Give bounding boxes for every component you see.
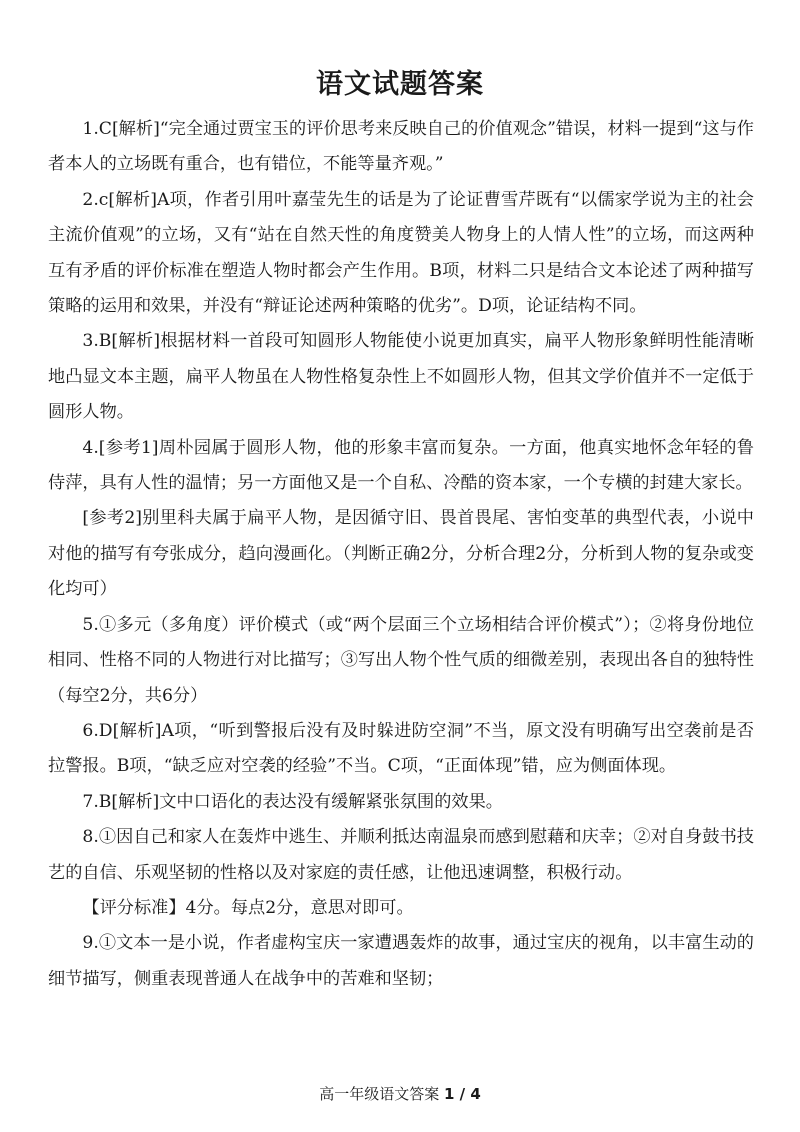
answer-paragraph-6: 6.D[解析]A项，“听到警报后没有及时躲进防空洞”不当，原文没有明确写出空袭前是否拉警报。B项，“缺乏应对空袭的经验”不当。C项，“正面体现”错，应为侧面体现。 bbox=[48, 720, 754, 777]
page-title: 语文试题答案 bbox=[316, 69, 484, 100]
answer-paragraph-4-ref2: [参考2]别里科夫属于扁平人物，是因循守旧、畏首畏尾、害怕变革的典型代表，小说中对他的描写有夸张成分，趋向漫画化。（判断正确2分，分析合理2分，分析到人物的复杂或变化均可） bbox=[48, 508, 754, 600]
answer-content bbox=[48, 112, 754, 997]
scoring-standard: 【评分标准】4分。每点2分，意思对即可。 bbox=[82, 897, 414, 918]
answer-paragraph-4: 4.[参考1]周朴园属于圆形人物，他的形象丰富而复杂。一方面，他真实地怀念年轻的鲁侍萍，具有人性的温情；另一方面他又是一个自私、冷酷的资本家，一个专横的封建大家长。 bbox=[48, 437, 754, 494]
answer-paragraph-8: 8.①因自己和家人在轰炸中逃生、并顺利抵达南温泉而感到慰藉和庆幸；②对自身鼓书技艺的自信、乐观坚韧的性格以及对家庭的责任感，让他迅速调整，积极行动。 bbox=[48, 827, 754, 883]
footer-label: 高一年级语文答案 bbox=[319, 1085, 440, 1103]
answer-paragraph-2: 2.c[解析]A项，作者引用叶嘉莹先生的话是为了论证曹雪芹既有“以儒家学说为主的社会主流价值观”的立场，又有“站在自然天性的角度赞美人物身上的人情人性”的立场，而这两种互有矛盾的评价标准在塑造人物时都会产生作用。B项，材料二只是结合文本论述了两种描写策略的运用和效果，并没有“辩证论述两种策略的优劣”。D项，论证结构不同。 bbox=[48, 189, 754, 317]
answer-paragraph-9: 9.①文本一是小说，作者虚构宝庆一家遭遇轰炸的故事，通过宝庆的视角，以丰富生动的细节描写，侧重表现普通人在战争中的苦难和坚韧； bbox=[48, 933, 754, 989]
answer-paragraph-1: 1.C[解析]“完全通过贾宝玉的评价思考来反映自己的价值观念”错误，材料一提到“这与作者本人的立场既有重合，也有错位，不能等量齐观。” bbox=[48, 119, 754, 175]
page-number: 1 / 4 bbox=[444, 1085, 481, 1103]
answer-paragraph-3: 3.B[解析]根据材料一首段可知圆形人物能使小说更加真实，扁平人物形象鲜明性能清晰地凸显文本主题，扁平人物虽在人物性格复杂性上不如圆形人物，但其文学价值并不一定低于圆形人物。 bbox=[48, 331, 754, 423]
answer-paragraph-7: 7.B[解析]文中口语化的表达没有缓解紧张氛围的效果。 bbox=[82, 791, 503, 812]
page-footer bbox=[0, 1083, 800, 1104]
answer-paragraph-5: 5.①多元（多角度）评价模式（或“两个层面三个立场相结合评价模式”）；②将身份地位相同、性格不同的人物进行对比描写；③写出人物个性气质的细微差别，表现出各自的独特性（每空2分，共6分） bbox=[48, 614, 754, 706]
